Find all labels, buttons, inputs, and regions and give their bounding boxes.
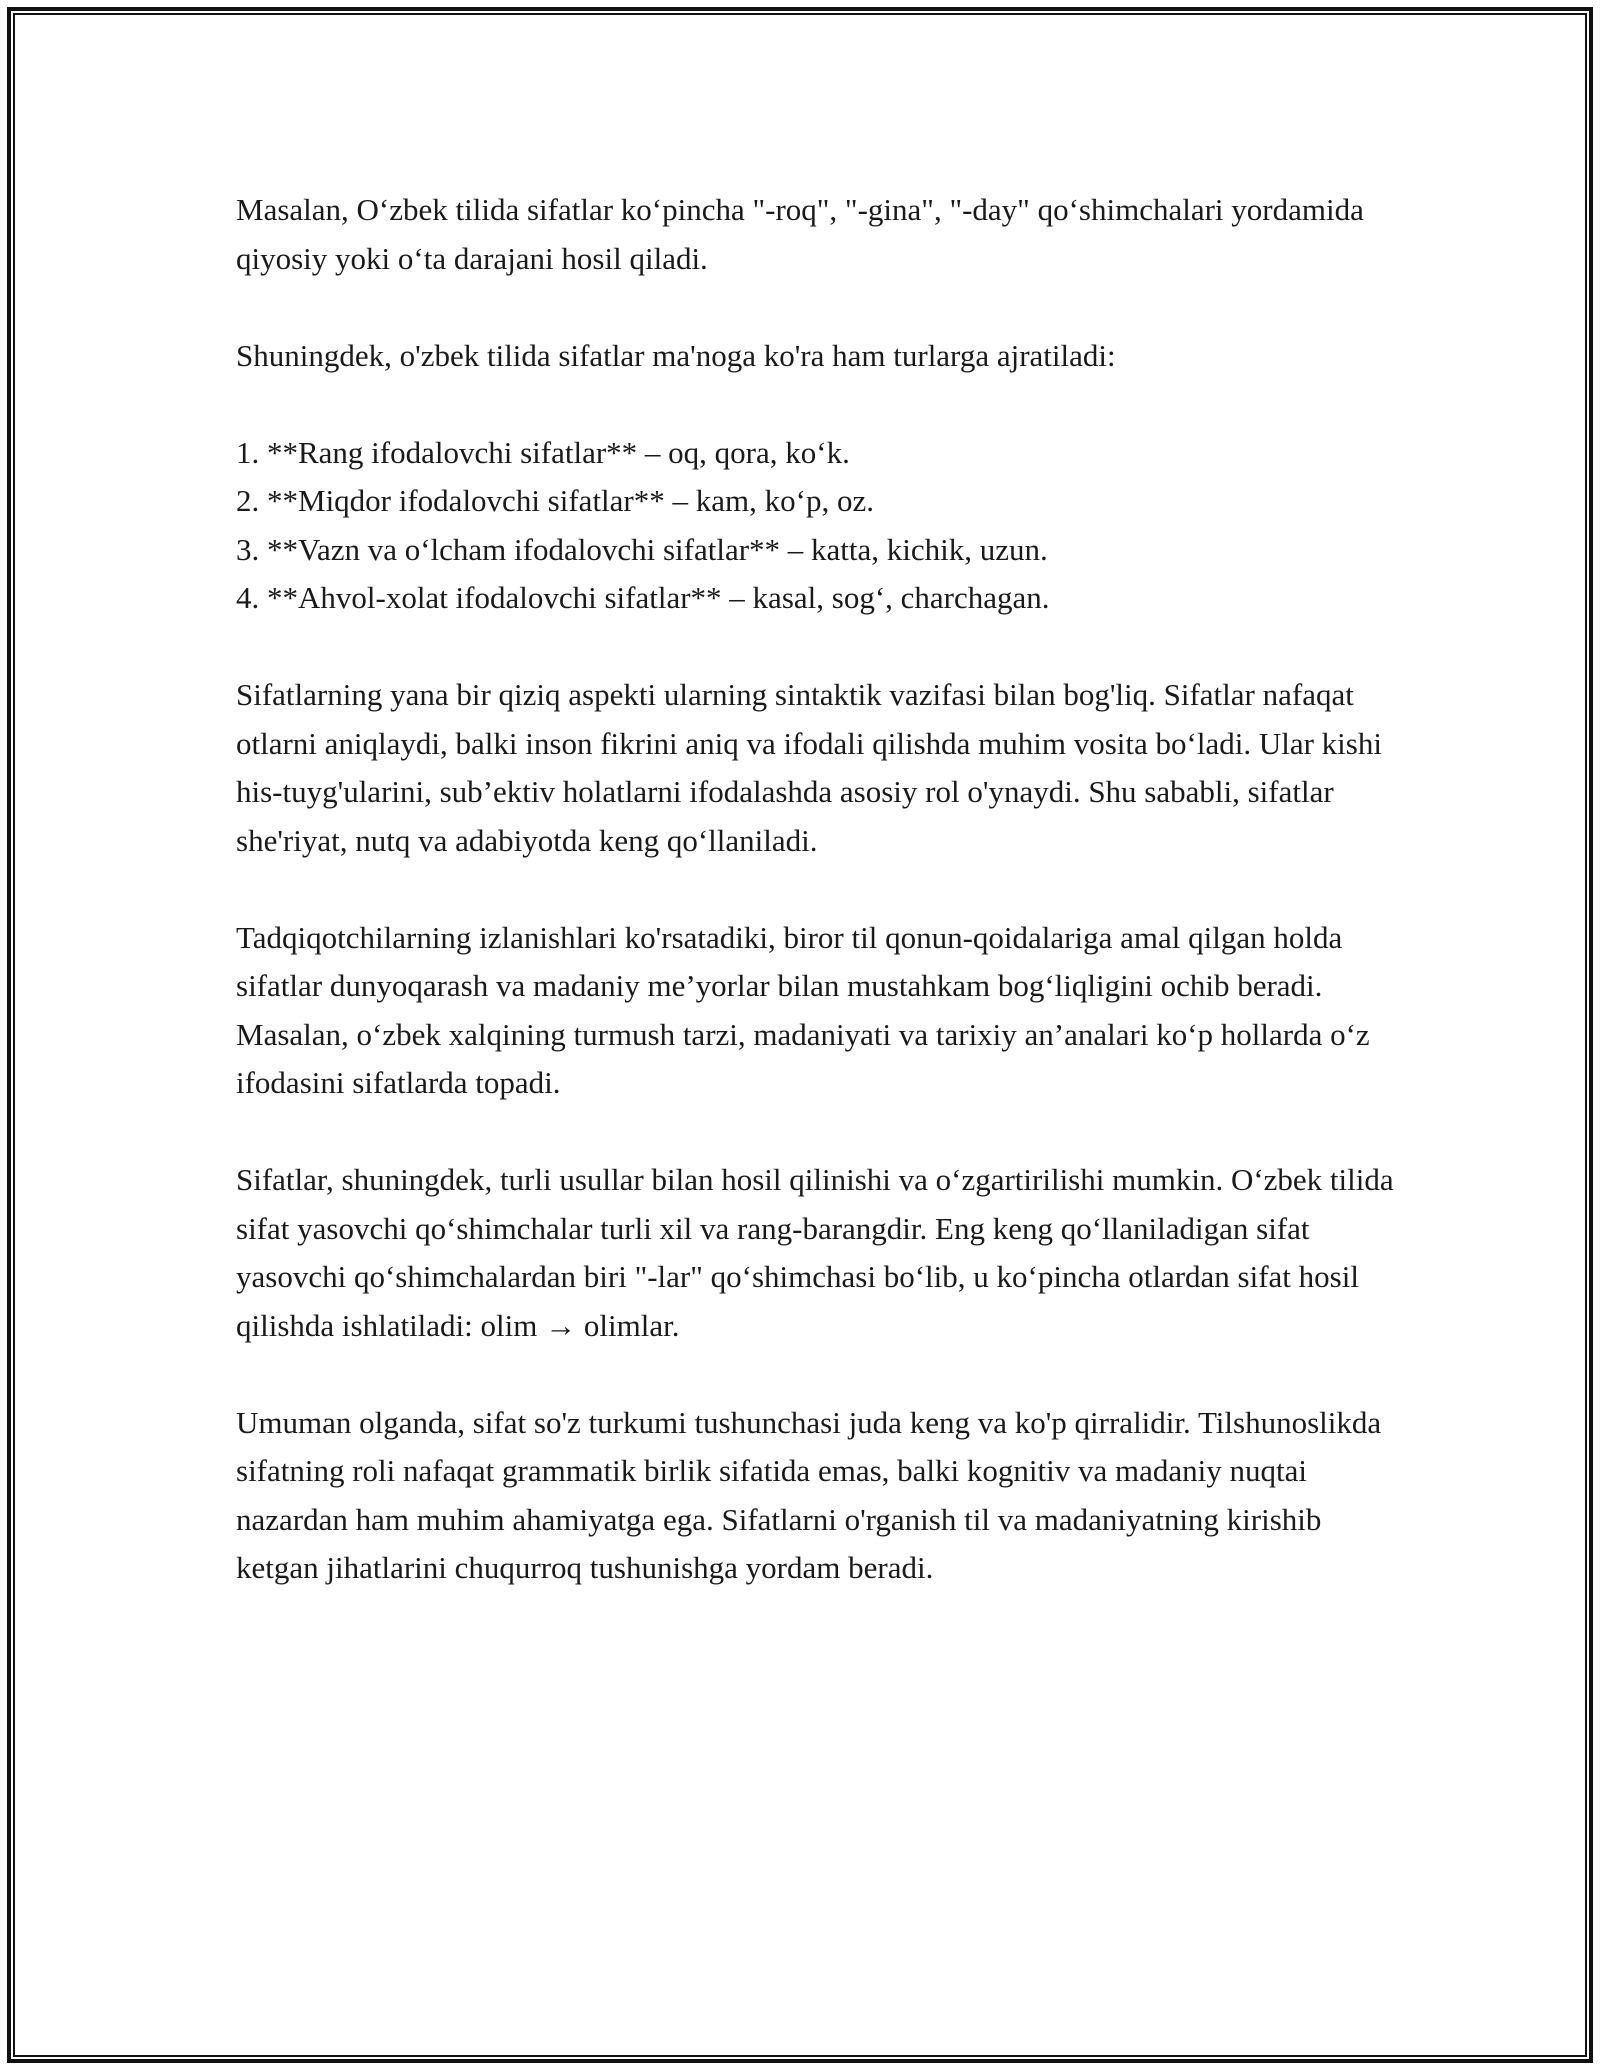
paragraph-syntactic-function: Sifatlarning yana bir qiziq aspekti ularning sintaktik vazifasi bilan bog'liq. Sifatlar nafaqat otlarni aniqlaydi, balki inson fikrini aniq va ifodali qilishda muhim vosita bo‘ladi. Ular kishi his-tuyg'ularini, sub’ektiv holatlarni ifodalashda asosiy rol o'ynaydi. Shu sababli, sifatlar she'riyat, nutq va adabiyotda keng qo‘llaniladi.: [236, 677, 1382, 858]
paragraph-formation: Sifatlar, shuningdek, turli usullar bilan hosil qilinishi va o‘zgartirilishi mumkin. O‘zbek tilida sifat yasovchi qo‘shimchalar turli xil va rang-barangdir. Eng keng qo‘llaniladigan sifat yasovchi qo‘shimchalardan biri "-lar" qo‘shimchasi bo‘lib, u ko‘pincha otlardan sifat hosil qilishda ishlatiladi: olim → olimlar.: [236, 1162, 1394, 1343]
paragraph-conclusion: Umuman olganda, sifat so'z turkumi tushunchasi juda keng va ko'p qirralidir. Tilshunoslikda sifatning roli nafaqat grammatik birlik sifatida emas, balki kognitiv va madaniy nuqtai nazardan ham muhim ahamiyatga ega. Sifatlarni o'rganish til va madaniyatning kirishib ketgan jihatlarini chuqurroq tushunishga yordam beradi.: [236, 1404, 1382, 1585]
list-item: 3. **Vazn va o‘lcham ifodalovchi sifatlar** – katta, kichik, uzun.: [236, 531, 1048, 567]
adjective-types-list: [236, 429, 1406, 623]
paragraph-research: Tadqiqotchilarning izlanishlari ko'rsatadiki, biror til qonun-qoidalariga amal qilgan holda sifatlar dunyoqarash va madaniy me’yorlar bilan mustahkam bog‘liqligini ochib beradi. Masalan, o‘zbek xalqining turmush tarzi, madaniyati va tarixiy an’analari ko‘p hollarda o‘z ifodasini sifatlarda topadi.: [236, 919, 1370, 1100]
document-body: [236, 186, 1406, 1641]
paragraph-meaning-types-intro: Shuningdek, o'zbek tilida sifatlar ma'noga ko'ra ham turlarga ajratiladi:: [236, 337, 1116, 373]
list-item: 2. **Miqdor ifodalovchi sifatlar** – kam, ko‘p, oz.: [236, 483, 874, 518]
list-item: 4. **Ahvol-xolat ifodalovchi sifatlar** – kasal, sog‘, charchagan.: [236, 580, 1050, 615]
list-item: 1. **Rang ifodalovchi sifatlar** – oq, qora, ko‘k.: [236, 434, 850, 470]
paragraph-comparative-suffixes: Masalan, O‘zbek tilida sifatlar ko‘pincha "-roq", "-gina", "-day" qo‘shimchalari yordamida qiyosiy yoki o‘ta darajani hosil qiladi.: [236, 192, 1364, 276]
